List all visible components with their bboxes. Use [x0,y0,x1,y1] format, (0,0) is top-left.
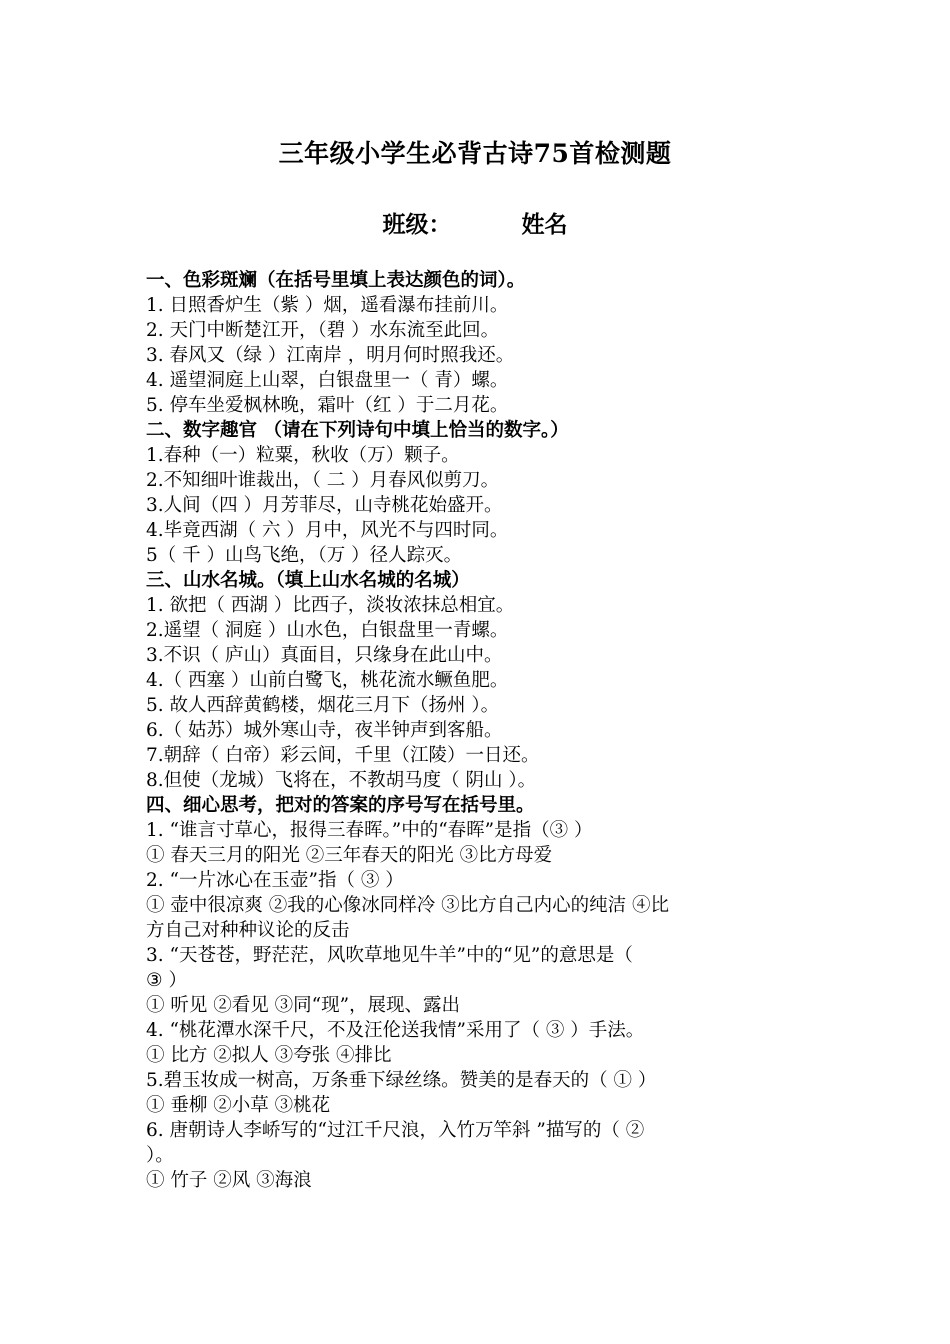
question-line: 3. 春风又（绿 ）江南岸 ，明月何时照我还。 [146,345,515,366]
question-line: 3.人间（四 ）月芳菲尽，山寺桃花始盛开。 [146,495,503,516]
page-title: 三年级小学生必背古诗75首检测题 [278,139,672,168]
question-line: ）。 [146,1145,174,1166]
question-line: 8.但使（龙城）飞将在，不教胡马度（ 阴山 ）。 [146,770,537,791]
question-line: 5. 停车坐爱枫林晚，霜叶（红 ）于二月花。 [146,395,509,416]
section-heading: 二、数字趣官 （请在下列诗句中填上恰当的数字。） [146,420,569,441]
question-line: 1. “谁言寸草心，报得三春晖。”中的“春晖”是指（③ ） [146,820,593,841]
section-heading: 三、山水名城。（填上山水名城的名城） [146,570,470,591]
class-name-line [0,206,950,239]
question-line: ① 竹子 ②风 ③海浪 [146,1170,312,1191]
question-line: 1. 日照香炉生（紫 ）烟，遥看瀑布挂前川。 [146,295,509,316]
class-label: 班级： [382,211,452,238]
question-line: 方自己对种种议论的反击 [146,920,350,941]
question-line: 6. 唐朝诗人李峤写的“过江千尺浪，入竹万竿斜 ”描写的（ ② [146,1120,645,1141]
question-line: ① 垂柳 ②小草 ③桃花 [146,1095,331,1116]
question-line: ③ ） [146,970,187,991]
question-line: 3. “天苍苍，野茫茫，风吹草地见牛羊”中的“见”的意思是（ [146,945,633,966]
question-line: 4.毕竟西湖（ 六 ）月中，风光不与四时同。 [146,520,509,541]
question-line: 2. “一片冰心在玉壶”指（ ③ ） [146,870,404,891]
question-line: ① 听见 ②看见 ③同“现”，展现、露出 [146,995,461,1016]
section-heading: 四、细心思考，把对的答案的序号写在括号里。 [146,795,535,816]
question-line: 7.朝辞（ 白帝）彩云间，千里（江陵）一日还。 [146,745,540,766]
question-line: 2. 天门中断楚江开，（碧 ）水东流至此回。 [146,320,500,341]
question-line: 4.（ 西塞 ）山前白鹭飞，桃花流水鳜鱼肥。 [146,670,509,691]
question-line: 4. 遥望洞庭上山翠，白银盘里一（ 青）螺。 [146,370,509,391]
question-list [146,268,806,1193]
question-line: 1. 欲把（ 西湖 ）比西子，淡妆浓抹总相宜。 [146,595,515,616]
name-label: 姓名 [521,211,568,238]
question-line: 5（ 千 ）山鸟飞绝，（万 ）径人踪灭。 [146,545,463,566]
question-line: ① 比方 ②拟人 ③夸张 ④排比 [146,1045,392,1066]
section-heading: 一、色彩斑斓（在括号里填上表达颜色的词）。 [146,270,526,291]
question-line: 5.碧玉妆成一树高，万条垂下绿丝绦。赞美的是春天的（ ① ） [146,1070,657,1091]
question-line: 5. 故人西辞黄鹤楼，烟花三月下（扬州 ）。 [146,695,500,716]
question-line: 1.春种（一）粒粟，秋收（万）颗子。 [146,445,460,466]
question-line: 6.（ 姑苏）城外寒山寺，夜半钟声到客船。 [146,720,503,741]
question-line: 2.遥望（ 洞庭 ）山水色，白银盘里一青螺。 [146,620,509,641]
question-line: 2.不知细叶谁裁出，（ 二 ）月春风似剪刀。 [146,470,500,491]
question-line: ① 壶中很凉爽 ②我的心像冰同样冷 ③比方自己内心的纯洁 ④比 [146,895,670,916]
question-line: 3.不识（ 庐山）真面目，只缘身在此山中。 [146,645,503,666]
question-line: ① 春天三月的阳光 ②三年春天的阳光 ③比方母爱 [146,845,553,866]
question-line: 4. “桃花潭水深千尺，不及汪伦送我情”采用了（ ③ ）手法。 [146,1020,645,1041]
